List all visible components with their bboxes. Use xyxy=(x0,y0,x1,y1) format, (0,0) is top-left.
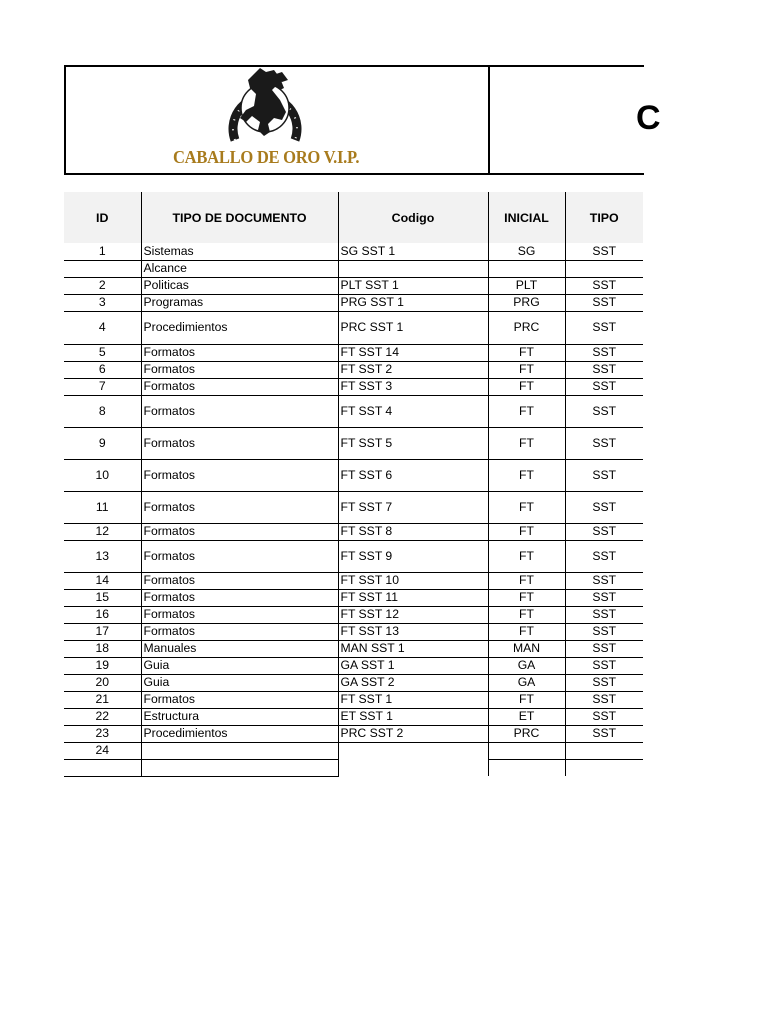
table-row xyxy=(64,606,643,623)
cell-codigo: FT SST 1 xyxy=(338,691,488,708)
table-row xyxy=(64,260,643,277)
cell-id: 3 xyxy=(64,294,141,311)
cell-tipo: SST xyxy=(565,311,643,344)
cell-inicial: ET xyxy=(488,708,565,725)
cell-tipo: SST xyxy=(565,344,643,361)
table-body xyxy=(64,243,643,776)
table-row xyxy=(64,378,643,395)
cell-tipo: SST xyxy=(565,640,643,657)
cell-inicial: FT xyxy=(488,589,565,606)
cell-id: 16 xyxy=(64,606,141,623)
cell-inicial: FT xyxy=(488,606,565,623)
cell-tipo: SST xyxy=(565,691,643,708)
table-row xyxy=(64,742,643,759)
cell-tipo-documento: Sistemas xyxy=(141,243,338,260)
column-header-codigo: Codigo xyxy=(338,192,488,243)
column-header-inicial: INICIAL xyxy=(488,192,565,243)
cell-id: 12 xyxy=(64,523,141,540)
table-header-row xyxy=(64,192,643,243)
cell-codigo: ET SST 1 xyxy=(338,708,488,725)
cell-tipo-documento: Formatos xyxy=(141,378,338,395)
cell-codigo xyxy=(338,260,488,277)
cell-inicial: FT xyxy=(488,459,565,491)
cell-codigo: PRG SST 1 xyxy=(338,294,488,311)
cell-codigo: FT SST 9 xyxy=(338,540,488,572)
table-row xyxy=(64,640,643,657)
cell-codigo: FT SST 13 xyxy=(338,623,488,640)
cell-tipo-documento: Formatos xyxy=(141,344,338,361)
cell-tipo: SST xyxy=(565,606,643,623)
column-header-id: ID xyxy=(64,192,141,243)
cell-tipo: SST xyxy=(565,572,643,589)
cell-tipo-documento: Formatos xyxy=(141,523,338,540)
cell-tipo: SST xyxy=(565,657,643,674)
cell-id: 17 xyxy=(64,623,141,640)
cell-inicial xyxy=(488,260,565,277)
cell-tipo-documento: Formatos xyxy=(141,459,338,491)
cell-codigo: GA SST 1 xyxy=(338,657,488,674)
cell-id: 20 xyxy=(64,674,141,691)
cell-id: 2 xyxy=(64,277,141,294)
cell-inicial: FT xyxy=(488,540,565,572)
cell-tipo-documento: Formatos xyxy=(141,589,338,606)
cell-tipo xyxy=(565,260,643,277)
cell-inicial: FT xyxy=(488,344,565,361)
cell-codigo: PLT SST 1 xyxy=(338,277,488,294)
cell-id: 15 xyxy=(64,589,141,606)
cell-id: 13 xyxy=(64,540,141,572)
cell-id: 10 xyxy=(64,459,141,491)
cell-inicial: PLT xyxy=(488,277,565,294)
cell-id: 11 xyxy=(64,491,141,523)
cell-codigo: SG SST 1 xyxy=(338,243,488,260)
cell-codigo: FT SST 5 xyxy=(338,427,488,459)
cell-codigo: FT SST 10 xyxy=(338,572,488,589)
cell-inicial: FT xyxy=(488,691,565,708)
table-row xyxy=(64,759,643,776)
cell-inicial: FT xyxy=(488,491,565,523)
cell-id: 5 xyxy=(64,344,141,361)
cell-id: 4 xyxy=(64,311,141,344)
table-row xyxy=(64,589,643,606)
cell-tipo-documento: Formatos xyxy=(141,623,338,640)
table-row xyxy=(64,277,643,294)
table-row xyxy=(64,691,643,708)
cell-tipo-documento: Procedimientos xyxy=(141,311,338,344)
cell-id: 7 xyxy=(64,378,141,395)
cell-id: 9 xyxy=(64,427,141,459)
cell-tipo-documento: Politicas xyxy=(141,277,338,294)
cell-tipo: SST xyxy=(565,540,643,572)
cell-codigo xyxy=(338,742,488,759)
cell-id: 8 xyxy=(64,395,141,427)
cell-id: 18 xyxy=(64,640,141,657)
table-row xyxy=(64,427,643,459)
cell-inicial: FT xyxy=(488,572,565,589)
cell-tipo-documento: Alcance xyxy=(141,260,338,277)
cell-codigo: FT SST 2 xyxy=(338,361,488,378)
cell-tipo-documento: Formatos xyxy=(141,491,338,523)
cell-tipo-documento: Estructura xyxy=(141,708,338,725)
cell-inicial: GA xyxy=(488,657,565,674)
logo-text: CABALLO DE ORO V.I.P. xyxy=(173,147,360,167)
cell-inicial: FT xyxy=(488,378,565,395)
table-row xyxy=(64,725,643,742)
cell-tipo-documento: Formatos xyxy=(141,395,338,427)
table-row xyxy=(64,294,643,311)
cell-tipo-documento xyxy=(141,759,338,776)
cell-tipo-documento: Formatos xyxy=(141,606,338,623)
cell-inicial: PRC xyxy=(488,725,565,742)
cell-id: 23 xyxy=(64,725,141,742)
document-table xyxy=(64,192,643,777)
cell-codigo: FT SST 8 xyxy=(338,523,488,540)
cell-inicial: FT xyxy=(488,623,565,640)
cell-tipo-documento: Procedimientos xyxy=(141,725,338,742)
cell-tipo-documento: Formatos xyxy=(141,691,338,708)
cell-inicial: PRC xyxy=(488,311,565,344)
cell-inicial: FT xyxy=(488,523,565,540)
table-row xyxy=(64,657,643,674)
cell-tipo: SST xyxy=(565,277,643,294)
cell-inicial: PRG xyxy=(488,294,565,311)
table-row xyxy=(64,243,643,260)
cell-tipo-documento: Guia xyxy=(141,657,338,674)
cell-tipo-documento: Formatos xyxy=(141,572,338,589)
cell-inicial xyxy=(488,742,565,759)
cell-tipo: SST xyxy=(565,623,643,640)
cell-inicial: FT xyxy=(488,395,565,427)
cell-tipo: SST xyxy=(565,378,643,395)
cell-tipo-documento: Formatos xyxy=(141,427,338,459)
cell-tipo: SST xyxy=(565,395,643,427)
cell-codigo: FT SST 6 xyxy=(338,459,488,491)
header-divider xyxy=(488,65,490,175)
table-row xyxy=(64,540,643,572)
table-row xyxy=(64,572,643,589)
cell-inicial: SG xyxy=(488,243,565,260)
cell-tipo: SST xyxy=(565,294,643,311)
cell-inicial: FT xyxy=(488,427,565,459)
header-title: C xyxy=(636,99,661,137)
table-row xyxy=(64,623,643,640)
cell-tipo-documento: Formatos xyxy=(141,540,338,572)
cell-tipo-documento: Guia xyxy=(141,674,338,691)
cell-codigo: FT SST 4 xyxy=(338,395,488,427)
cell-codigo: FT SST 11 xyxy=(338,589,488,606)
cell-tipo: SST xyxy=(565,459,643,491)
cell-inicial xyxy=(488,759,565,776)
cell-tipo-documento: Formatos xyxy=(141,361,338,378)
cell-tipo xyxy=(565,759,643,776)
table-row xyxy=(64,708,643,725)
cell-tipo: SST xyxy=(565,491,643,523)
cell-inicial: GA xyxy=(488,674,565,691)
cell-id: 14 xyxy=(64,572,141,589)
cell-codigo: GA SST 2 xyxy=(338,674,488,691)
table-row xyxy=(64,344,643,361)
cell-inicial: FT xyxy=(488,361,565,378)
cell-codigo xyxy=(338,759,488,776)
table-row xyxy=(64,459,643,491)
table-row xyxy=(64,361,643,378)
column-header-tipo-documento: TIPO DE DOCUMENTO xyxy=(141,192,338,243)
cell-tipo: SST xyxy=(565,708,643,725)
cell-codigo: FT SST 12 xyxy=(338,606,488,623)
cell-codigo: PRC SST 2 xyxy=(338,725,488,742)
cell-tipo-documento: Programas xyxy=(141,294,338,311)
cell-id: 21 xyxy=(64,691,141,708)
cell-tipo: SST xyxy=(565,674,643,691)
cell-tipo: SST xyxy=(565,523,643,540)
table-row xyxy=(64,491,643,523)
cell-codigo: MAN SST 1 xyxy=(338,640,488,657)
table-row xyxy=(64,395,643,427)
cell-tipo xyxy=(565,742,643,759)
cell-codigo: FT SST 3 xyxy=(338,378,488,395)
cell-tipo: SST xyxy=(565,725,643,742)
column-header-tipo: TIPO xyxy=(565,192,643,243)
table-row xyxy=(64,523,643,540)
cell-id: 22 xyxy=(64,708,141,725)
table-row xyxy=(64,674,643,691)
cell-tipo-documento xyxy=(141,742,338,759)
table-row xyxy=(64,311,643,344)
cell-tipo: SST xyxy=(565,243,643,260)
cell-codigo: PRC SST 1 xyxy=(338,311,488,344)
cell-id: 1 xyxy=(64,243,141,260)
cell-id: 24 xyxy=(64,742,141,759)
cell-id: 6 xyxy=(64,361,141,378)
cell-id xyxy=(64,260,141,277)
cell-codigo: FT SST 7 xyxy=(338,491,488,523)
cell-tipo-documento: Manuales xyxy=(141,640,338,657)
cell-tipo: SST xyxy=(565,589,643,606)
cell-id xyxy=(64,759,141,776)
cell-codigo: FT SST 14 xyxy=(338,344,488,361)
cell-inicial: MAN xyxy=(488,640,565,657)
cell-tipo: SST xyxy=(565,361,643,378)
cell-tipo: SST xyxy=(565,427,643,459)
cell-id: 19 xyxy=(64,657,141,674)
